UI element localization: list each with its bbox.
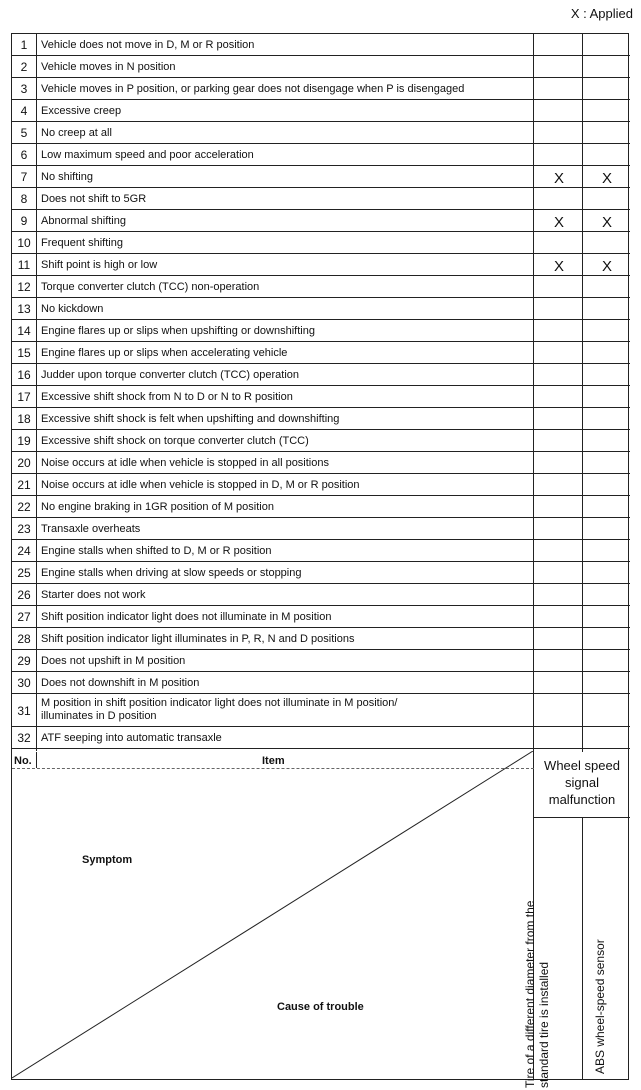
table-row	[12, 727, 628, 749]
table-row	[12, 144, 628, 166]
row-number: 29	[17, 654, 31, 668]
row-symptom-text: Excessive shift shock is felt when upshifting and downshifting	[41, 413, 340, 425]
row-divider	[12, 748, 630, 749]
row-symptom-text: Vehicle does not move in D, M or R position	[41, 39, 255, 51]
table-row	[12, 78, 628, 100]
row-number: 8	[20, 192, 28, 206]
row-number: 12	[17, 280, 31, 294]
diagonal-divider	[12, 751, 534, 1079]
row-number: 31	[17, 703, 31, 718]
row-symptom-text: Engine stalls when driving at slow speeds or stopping	[41, 567, 302, 579]
row-number: 30	[17, 676, 31, 690]
table-row	[12, 122, 628, 144]
col-divider-sub	[582, 34, 583, 752]
table-row	[12, 100, 628, 122]
table-row	[12, 364, 628, 386]
table-row	[12, 210, 628, 232]
mark-tire-diameter: X	[553, 170, 564, 187]
row-symptom-text: ATF seeping into automatic transaxle	[41, 732, 222, 744]
legend-applied: X : Applied	[570, 6, 633, 21]
table-row	[12, 408, 628, 430]
row-number: 13	[17, 302, 31, 316]
row-symptom-text: Noise occurs at idle when vehicle is stopped in D, M or R position	[41, 479, 360, 491]
row-number: 15	[17, 346, 31, 360]
table-row	[12, 540, 628, 562]
row-symptom-text: Engine stalls when shifted to D, M or R position	[41, 545, 272, 557]
row-symptom-text: Shift position indicator light does not illuminate in M position	[41, 611, 332, 623]
row-symptom-text: Shift point is high or low	[41, 259, 158, 271]
row-symptom-text: Starter does not work	[41, 589, 146, 601]
group-header-wheel-speed	[534, 757, 630, 808]
row-symptom-text: Does not downshift in M position	[41, 677, 200, 689]
row-symptom-text: No kickdown	[41, 303, 104, 315]
table-row	[12, 474, 628, 496]
row-number: 20	[17, 456, 31, 470]
mark-abs-sensor: X	[601, 258, 612, 275]
row-symptom-text: Vehicle moves in P position, or parking gear does not disengage when P is disengaged	[41, 83, 465, 95]
header-item: Item	[262, 755, 285, 767]
row-symptom-text: Vehicle moves in N position	[41, 61, 176, 73]
mark-abs-sensor: X	[601, 170, 612, 187]
group-header-label: Wheel speed signal malfunction	[544, 758, 620, 807]
table-row	[12, 166, 628, 188]
row-symptom-text: M position in shift position indicator light does not illuminate in M position/ illuminates in D position	[41, 697, 398, 722]
row-number: 22	[17, 500, 31, 514]
row-symptom-text: Excessive shift shock on torque converter clutch (TCC)	[41, 435, 309, 447]
row-number: 21	[17, 478, 31, 492]
table-row	[12, 430, 628, 452]
col-header-tire-line2: standard tire is installed	[537, 961, 551, 1088]
row-symptom-text: Abnormal shifting	[41, 215, 126, 227]
table-row	[12, 584, 628, 606]
row-symptom-text: Noise occurs at idle when vehicle is stopped in all positions	[41, 457, 329, 469]
col-header-tire-diameter	[523, 901, 551, 1088]
row-symptom-text: Engine flares up or slips when upshifting or downshifting	[41, 325, 315, 337]
row-number: 32	[17, 731, 31, 745]
table-row	[12, 342, 628, 364]
row-symptom-text: Does not upshift in M position	[41, 655, 186, 667]
row-symptom-text: Frequent shifting	[41, 237, 123, 249]
row-number: 18	[17, 412, 31, 426]
table-row	[12, 694, 628, 727]
table-row	[12, 628, 628, 650]
mark-tire-diameter: X	[553, 214, 564, 231]
table-row	[12, 188, 628, 210]
table-row	[12, 320, 628, 342]
row-symptom-text: Does not shift to 5GR	[41, 193, 147, 205]
table-row	[12, 232, 628, 254]
row-symptom-text: No shifting	[41, 171, 93, 183]
row-number: 16	[17, 368, 31, 382]
row-number: 28	[17, 632, 31, 646]
row-number: 25	[17, 566, 31, 580]
table-row	[12, 34, 628, 56]
row-symptom-text: Torque converter clutch (TCC) non-operation	[41, 281, 260, 293]
symptom-label: Symptom	[82, 854, 133, 866]
row-number: 10	[17, 236, 31, 250]
mark-tire-diameter: X	[553, 258, 564, 275]
table-row	[12, 650, 628, 672]
row-number: 24	[17, 544, 31, 558]
table-row	[12, 606, 628, 628]
table-row	[12, 672, 628, 694]
table-row	[12, 276, 628, 298]
table-row	[12, 518, 628, 540]
row-number: 7	[20, 170, 28, 184]
row-symptom-text: Judder upon torque converter clutch (TCC) operation	[41, 369, 300, 381]
row-symptom-text: Shift position indicator light illuminates in P, R, N and D positions	[41, 633, 355, 645]
row-number: 2	[20, 60, 28, 74]
row-number: 6	[20, 148, 28, 162]
row-number: 4	[20, 104, 28, 118]
col-header-abs-label: ABS wheel-speed sensor	[593, 939, 607, 1074]
symptom-cause-table	[11, 33, 629, 1088]
row-symptom-text: No creep at all	[41, 127, 112, 139]
col-header-tire-line1: Tire of a different diameter from the	[523, 900, 537, 1088]
row-number: 1	[20, 38, 28, 52]
table-row	[12, 386, 628, 408]
row-number: 17	[17, 390, 31, 404]
header-no: No.	[14, 755, 32, 767]
table-row	[12, 452, 628, 474]
row-number: 27	[17, 610, 31, 624]
col-divider-no	[36, 34, 37, 751]
row-symptom-text: Low maximum speed and poor acceleration	[41, 149, 254, 161]
table-row	[12, 254, 628, 276]
row-symptom-text: No engine braking in 1GR position of M position	[41, 501, 274, 513]
row-symptom-text: Engine flares up or slips when accelerating vehicle	[41, 347, 288, 359]
row-number: 5	[20, 126, 28, 140]
table-row	[12, 562, 628, 584]
col-header-abs-sensor	[593, 939, 607, 1074]
table-row	[12, 496, 628, 518]
row-symptom-text: Excessive shift shock from N to D or N to R position	[41, 391, 293, 403]
row-number: 11	[17, 258, 31, 272]
row-number: 3	[20, 82, 28, 96]
col-divider-sub-lower	[582, 817, 583, 1079]
row-symptom-text: Excessive creep	[41, 105, 122, 117]
row-symptom-text: Transaxle overheats	[41, 523, 141, 535]
cause-label: Cause of trouble	[277, 1001, 364, 1013]
row-number: 23	[17, 522, 31, 536]
group-bottom-line	[533, 817, 630, 818]
row-number: 14	[17, 324, 31, 338]
table-row	[12, 298, 628, 320]
row-number: 9	[20, 214, 28, 228]
table-row	[12, 56, 628, 78]
mark-abs-sensor: X	[601, 214, 612, 231]
row-number: 19	[17, 434, 31, 448]
row-number: 26	[17, 588, 31, 602]
